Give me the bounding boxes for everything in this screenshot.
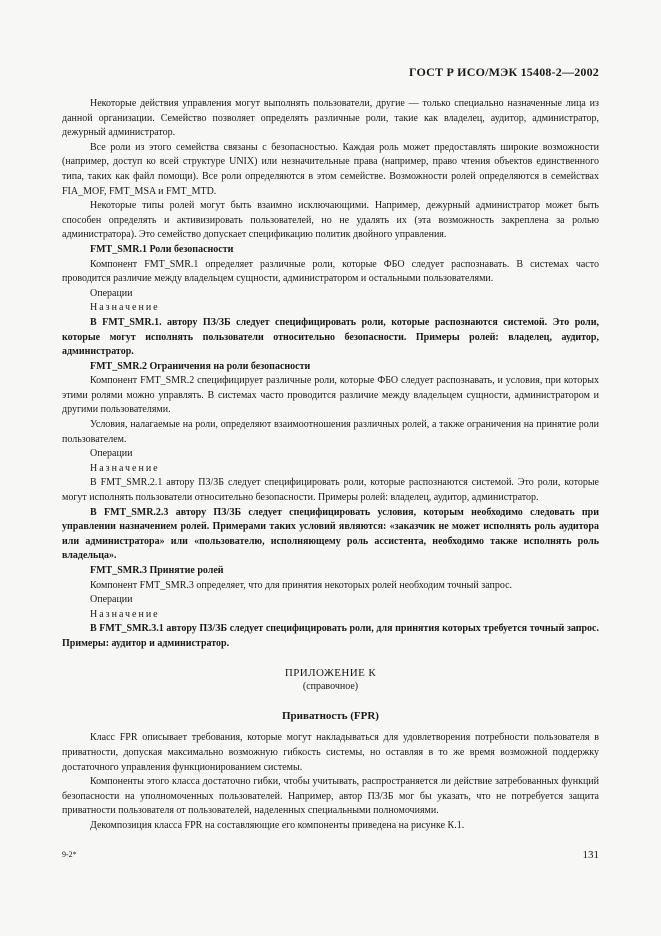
page-content	[62, 97, 599, 834]
smr1-assignment: Назначение	[90, 302, 160, 314]
smr3-assignment: Назначение	[90, 608, 160, 620]
appendix-subtitle: (справочное)	[302, 681, 359, 693]
smr2-note2: В FMT_SMR.2.3 автору ПЗ/ЗБ следует специфицировать условия, которым необходимо следовать при управлении назначением ролей. Примерами таких условий являются: «заказчик не может исполнять роль аудитора или администратора» или «пользователю, исполняющему роль ассистента, необходимо также исполнять роль владельца».	[62, 506, 599, 562]
smr1-text: Компонент FMT_SMR.1 определяет различные роли, которые ФБО следует распознавать. В системах часто проводится различие между владельцем сущности, администратором и остальными пользователями.	[62, 258, 599, 285]
smr3-operations: Операции	[90, 594, 133, 606]
smr2-text2: Условия, налагаемые на роли, определяют взаимоотношения различных ролей, а также ограничения на принятие роли пользователем.	[62, 419, 599, 445]
smr3-note: В FMT_SMR.3.1 автору ПЗ/ЗБ следует специфицировать роли, для принятия которых требуется точный запрос. Примеры: аудитор и администратор.	[62, 623, 599, 649]
smr3-heading: FMT_SMR.3 Принятие ролей	[90, 565, 224, 576]
smr1-operations: Операции	[90, 287, 133, 299]
footer-signature: 9-2*	[62, 850, 77, 859]
smr2-note1: В FMT_SMR.2.1 автору ПЗ/ЗБ следует специфицировать роли, которые распознаются системой. Это роли, которые могут исполнять пользователи относительно безопасности. Примеры ролей: владелец, аудитор, администратор.	[62, 477, 599, 504]
document-header: ГОСТ Р ИСО/МЭК 15408-2—2002	[408, 65, 599, 79]
appendix-paragraph: Класс FPR описывает требования, которые могут накладываться для удовлетворения потребности пользователя в приватности, допуская максимально возможную гибкость системы, но оставляя в то же время возможной поддержку достаточного управления функционированием системы.	[62, 732, 599, 773]
page-number: 131	[582, 849, 599, 861]
appendix-paragraph: Компоненты этого класса достаточно гибки, чтобы учитывать, распространяется ли действие затребованных функций безопасности на уполномоченных пользователей. Например, автор ПЗ/ЗБ мог бы указать, что не потребуется защита приватности пользователя от пользователей, наделенных специальными полномочиями.	[62, 776, 599, 817]
paragraph: Некоторые типы ролей могут быть взаимно исключающими. Например, дежурный администратор может быть способен определять и активизировать пользователей, но не удалять их (эта возможность закреплена за ролью администратора). Это семейство допускает спецификацию политик двойного управления.	[62, 200, 599, 241]
section-title: Приватность (FPR)	[282, 709, 379, 722]
smr2-operations: Операции	[90, 448, 133, 460]
smr2-assignment: Назначение	[90, 462, 160, 474]
smr1-heading: FMT_SMR.1 Роли безопасности	[90, 243, 234, 255]
smr1-note: В FMT_SMR.1. автору ПЗ/ЗБ следует специфицировать роли, которые распознаются системой. Это роли, которые могут исполнять пользователи относительно безопасности. Примеры ролей: владелец, аудитор, администратор.	[62, 316, 599, 358]
paragraph: Все роли из этого семейства связаны с безопасностью. Каждая роль может предоставлять широкие возможности (например, доступ ко всей структуре UNIX) или незначительные права (например, право чтения объектов единственного типа, таких как файл помощи). Все роли определяются в этом семействе. Возможности ролей определяются в семействах FIA_MOF, FMT_MSA и FMT_MTD.	[62, 141, 599, 197]
appendix-title: ПРИЛОЖЕНИЕ К	[284, 666, 377, 679]
paragraph: Некоторые действия управления могут выполнять пользователи, другие — только специально назначенные лица из данной организации. Семейство позволяет определять различные роли, такие как владелец, аудитор, администратор, дежурный администратор.	[62, 98, 599, 139]
smr2-heading: FMT_SMR.2 Ограничения на роли безопасности	[90, 360, 311, 372]
smr3-text: Компонент FMT_SMR.3 определяет, что для принятия некоторых ролей необходим точный запрос.	[90, 579, 513, 591]
appendix-paragraph: Декомпозиция класса FPR на составляющие его компоненты приведена на рисунке К.1.	[90, 819, 465, 831]
smr2-text1: Компонент FMT_SMR.2 специфицирует различные роли, которые ФБО следует распознавать, и условия, при которых этими ролями можно управлять. В системах часто проводится различие между владельцем сущности, администратором и другими пользователями.	[62, 375, 599, 416]
